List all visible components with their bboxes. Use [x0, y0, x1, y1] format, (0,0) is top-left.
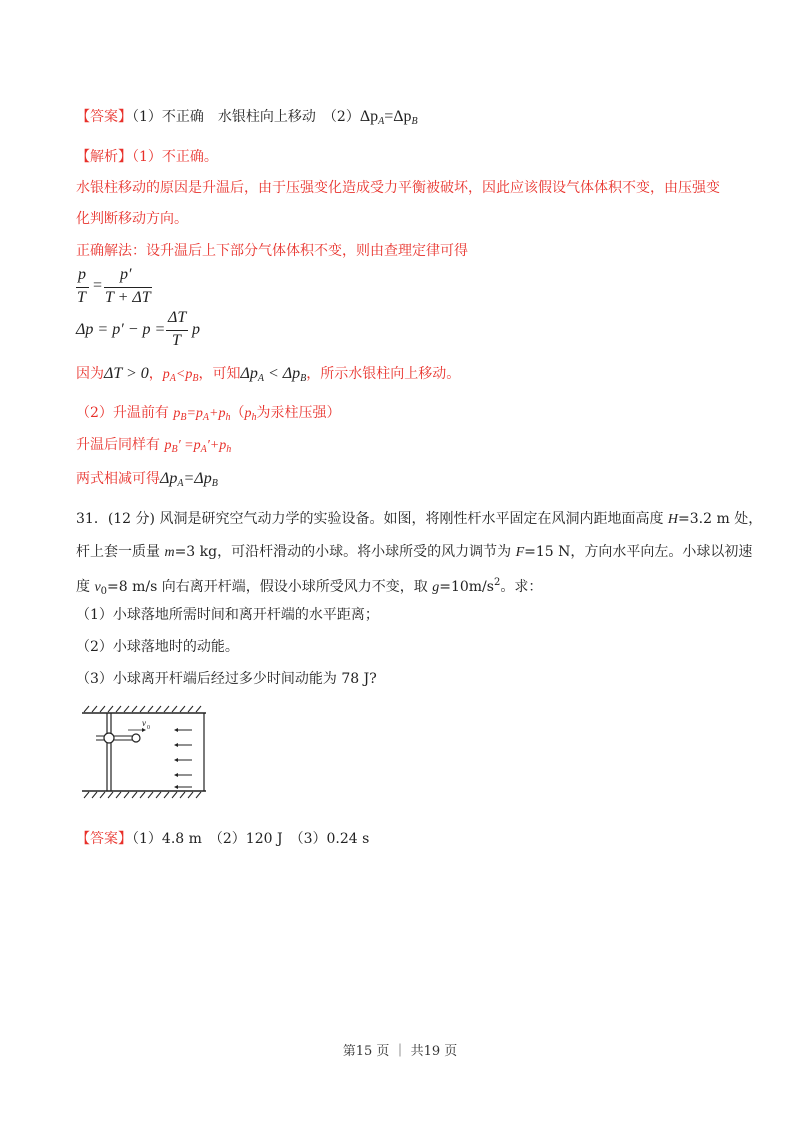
q31-subquestion-2: （2）小球落地时的动能。 [76, 639, 239, 655]
analysis-line-2: 水银柱移动的原因是升温后，由于压强变化造成受力平衡被破坏，因此应该假设气体体积不变，由压强变 [76, 180, 720, 196]
analysis-line-1: 【解析】（1）不正确。 [76, 149, 218, 165]
svg-text:v: v [142, 718, 146, 728]
analysis-line-because: 因为ΔT > 0，$p_A<p_B$，可知$\Delta p_A < \Delta p_B$，所示水银柱向上移动。 [76, 365, 461, 384]
q31-line-3: 度 $v_0=8$ m/s 向右离开杆端，假设小球所受风力不变，取 $g=10m/s^2$。求： [76, 577, 543, 597]
wind-tunnel-figure [80, 705, 210, 800]
q31-subquestion-1: （1）小球落地所需时间和离开杆端的水平距离； [76, 607, 379, 623]
page-footer: 第15 页 ｜ 共19 页 [342, 1044, 458, 1059]
q31-subquestion-3: （3）小球离开杆端后经过多少时间动能为 78 J? [76, 671, 377, 687]
svg-text:0: 0 [147, 725, 150, 731]
answer-tag-2: 【答案】 [76, 831, 132, 847]
analysis-line-4: 正确解法：设升温后上下部分气体体积不变，则由查理定律可得 [76, 243, 468, 259]
q31-line-2: 杆上套一质量 m=3 kg，可沿杆滑动的小球。将小球所受的风力调节为 F=15 N，方向水平向左。小球以初速 [76, 544, 753, 560]
analysis-tag: 【解析】 [76, 149, 132, 165]
analysis-line-3: 化判断移动方向。 [76, 211, 188, 227]
q31-line-1: 31．(12 分) 风洞是研究空气动力学的实验设备。如图，将刚性杆水平固定在风洞内距地面高度 H=3.2 m 处， [76, 511, 763, 527]
analysis-line-part2: （2）升温前有 $p_B=p_A+p_h(p_h$为汞柱压强） [76, 405, 341, 423]
analysis-line-after-heating: 升温后同样有 $p_B' =p_A'+p_h$ [76, 437, 232, 455]
answer-line-1: 【答案】（1）不正确 水银柱向上移动 $(2)\Delta p_A=\Delta p_B$ [76, 108, 418, 127]
answer-tag: 【答案】 [76, 109, 132, 125]
analysis-line-subtract: 两式相减可得$\Delta p_A=\Delta p_B$ [76, 470, 218, 489]
answer-line-2: 【答案】（1）4.8 m （2）120 J （3）0.24 s [76, 831, 370, 847]
